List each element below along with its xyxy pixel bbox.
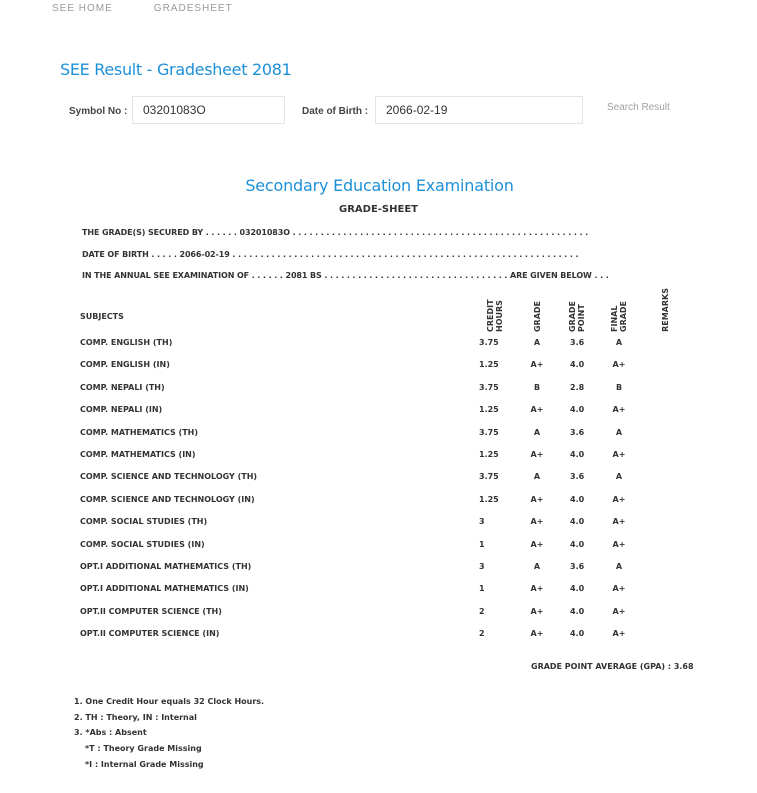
dob-label: Date of Birth : — [302, 106, 369, 117]
grade-cell: A+ — [530, 360, 544, 370]
credit-hours-cell: 3 — [479, 562, 485, 571]
secured-by-line: THE GRADE(S) SECURED BY . . . . . . 03201083O . . . . . . . . . . . . . . . . . . . . . . . . . . . . . . . . . . . . . . . . . . . . . . . . . . . . . — [82, 228, 589, 237]
credit-hours-cell: 3.75 — [479, 427, 499, 437]
final-grade-cell: A+ — [612, 405, 626, 415]
table-row — [80, 450, 700, 464]
credit-hours-cell: 1.25 — [479, 450, 499, 459]
credit-hours-cell: 1 — [479, 539, 485, 549]
nav-see-home[interactable]: SEE HOME — [52, 3, 113, 14]
grade-point-cell: 4.0 — [570, 405, 585, 415]
table-row — [80, 495, 700, 509]
final-grade-cell: A+ — [612, 539, 626, 549]
table-row — [80, 629, 700, 643]
final-grade-cell: B — [615, 382, 623, 392]
table-row — [80, 607, 700, 621]
final-grade-cell: A+ — [612, 629, 626, 639]
final-grade-cell: A+ — [612, 584, 626, 594]
credit-hours-cell: 1.25 — [479, 360, 499, 370]
final-grade-cell: A+ — [612, 606, 626, 616]
grade-cell: A — [533, 562, 541, 571]
subject-cell: OPT.II COMPUTER SCIENCE (IN) — [80, 629, 220, 639]
search-result-button[interactable]: Search Result — [607, 102, 670, 113]
table-row — [80, 405, 700, 419]
grade-point-cell: 3.6 — [570, 472, 585, 482]
subject-cell: OPT.I ADDITIONAL MATHEMATICS (IN) — [80, 584, 249, 594]
table-row — [80, 338, 700, 352]
subject-cell: COMP. SOCIAL STUDIES (TH) — [80, 517, 208, 527]
header-grade: GRADE — [532, 300, 542, 332]
credit-hours-cell: 1.25 — [479, 494, 499, 504]
subject-cell: OPT.II COMPUTER SCIENCE (TH) — [80, 606, 222, 616]
credit-hours-cell: 1.25 — [479, 405, 499, 415]
grade-point-cell: 4.0 — [570, 606, 585, 616]
note-item: *T : Theory Grade Missing — [85, 744, 202, 754]
final-grade-cell: A — [615, 338, 623, 347]
top-nav — [52, 3, 233, 14]
grade-cell: B — [533, 382, 541, 392]
grade-cell: A+ — [530, 450, 544, 459]
table-row — [80, 517, 700, 531]
grade-point-cell: 4.0 — [570, 584, 585, 594]
credit-hours-cell: 3.75 — [479, 382, 499, 392]
subject-cell: COMP. MATHEMATICS (IN) — [80, 450, 196, 459]
page-title: SEE Result - Gradesheet 2081 — [60, 60, 292, 79]
exam-line: IN THE ANNUAL SEE EXAMINATION OF . . . . . . 2081 BS . . . . . . . . . . . . . . . . . . . . . . . . . . . . . . . . . ARE GIVEN BELOW . . . — [82, 271, 609, 280]
dob-line: DATE OF BIRTH . . . . . 2066-02-19 . . . . . . . . . . . . . . . . . . . . . . . . . . . . . . . . . . . . . . . . . . . . . . . . . . . . . . . . . . . . . . — [82, 250, 579, 259]
credit-hours-cell: 3.75 — [479, 472, 499, 482]
table-row — [80, 428, 700, 442]
table-row — [80, 472, 700, 486]
grade-cell: A+ — [530, 494, 544, 504]
grade-cell: A — [533, 472, 541, 482]
final-grade-cell: A — [615, 472, 623, 482]
grade-cell: A+ — [530, 405, 544, 415]
table-row — [80, 383, 700, 397]
grade-cell: A+ — [530, 539, 544, 549]
table-row — [80, 584, 700, 598]
note-item: 3. *Abs : Absent — [74, 728, 147, 738]
header-remarks: REMARKS — [660, 288, 670, 332]
exam-title: Secondary Education Examination — [245, 176, 514, 195]
subject-cell: COMP. NEPALI (IN) — [80, 405, 163, 415]
note-item: *I : Internal Grade Missing — [85, 759, 204, 769]
grade-point-cell: 4.0 — [570, 494, 585, 504]
subject-cell: COMP. SCIENCE AND TECHNOLOGY (TH) — [80, 472, 258, 482]
notes-list — [74, 697, 264, 775]
grade-cell: A+ — [530, 606, 544, 616]
grade-cell: A — [533, 338, 541, 347]
header-final-grade: FINAL GRADE — [610, 300, 628, 332]
header-subjects: SUBJECTS — [80, 312, 124, 321]
credit-hours-cell: 2 — [479, 629, 485, 639]
subject-cell: COMP. NEPALI (TH) — [80, 382, 165, 392]
credit-hours-cell: 3 — [479, 517, 485, 527]
table-row — [80, 360, 700, 374]
final-grade-cell: A — [615, 562, 623, 571]
final-grade-cell: A+ — [612, 360, 626, 370]
subject-cell: COMP. SOCIAL STUDIES (IN) — [80, 539, 205, 549]
subject-cell: OPT.I ADDITIONAL MATHEMATICS (TH) — [80, 562, 252, 571]
grade-point-cell: 3.6 — [570, 338, 585, 347]
grade-cell: A+ — [530, 629, 544, 639]
note-item: 2. TH : Theory, IN : Internal — [74, 712, 197, 722]
credit-hours-cell: 2 — [479, 606, 485, 616]
nav-gradesheet[interactable]: GRADESHEET — [153, 3, 233, 14]
note-item: 1. One Credit Hour equals 32 Clock Hours. — [74, 697, 265, 706]
header-credit-hours: CREDIT HOURS — [486, 299, 504, 332]
grade-point-cell: 3.6 — [570, 427, 585, 437]
grade-cell: A — [533, 427, 541, 437]
gradesheet-title: GRADE-SHEET — [339, 204, 418, 215]
table-row — [80, 562, 700, 576]
symbol-label: Symbol No : — [69, 106, 128, 117]
credit-hours-cell: 1 — [479, 584, 485, 594]
grade-point-cell: 4.0 — [570, 517, 585, 527]
dob-input[interactable] — [375, 96, 583, 124]
grade-point-cell: 4.0 — [570, 629, 585, 639]
subject-cell: COMP. ENGLISH (TH) — [80, 338, 173, 347]
subject-cell: COMP. SCIENCE AND TECHNOLOGY (IN) — [80, 494, 255, 504]
header-grade-point: GRADE POINT — [568, 300, 586, 332]
final-grade-cell: A+ — [612, 494, 626, 504]
credit-hours-cell: 3.75 — [479, 338, 499, 347]
gpa-summary: GRADE POINT AVERAGE (GPA) : 3.68 — [531, 662, 694, 671]
final-grade-cell: A+ — [612, 450, 626, 459]
symbol-input[interactable] — [132, 96, 285, 124]
grade-cell: A+ — [530, 584, 544, 594]
subject-cell: COMP. ENGLISH (IN) — [80, 360, 170, 370]
final-grade-cell: A+ — [612, 517, 626, 527]
subject-cell: COMP. MATHEMATICS (TH) — [80, 427, 198, 437]
grade-point-cell: 4.0 — [570, 539, 585, 549]
grade-point-cell: 2.8 — [570, 382, 585, 392]
grade-point-cell: 4.0 — [570, 450, 585, 459]
grade-cell: A+ — [530, 517, 544, 527]
table-row — [80, 540, 700, 554]
grade-point-cell: 4.0 — [570, 360, 585, 370]
grade-point-cell: 3.6 — [570, 562, 585, 571]
final-grade-cell: A — [615, 427, 623, 437]
